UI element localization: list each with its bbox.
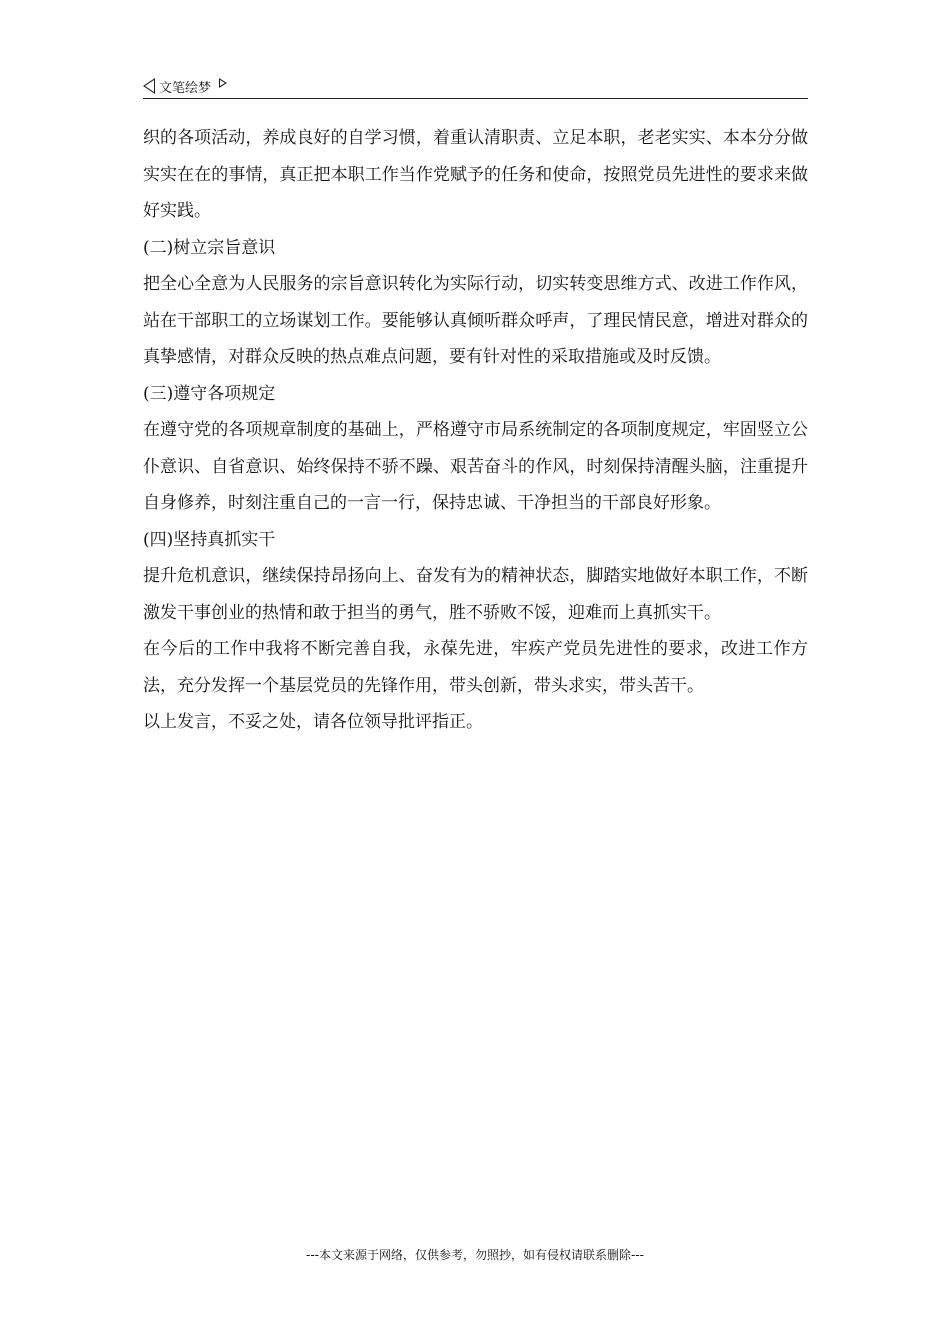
header-title: 文笔绘梦 <box>159 80 212 96</box>
section-heading: (三)遵守各项规定 <box>143 383 276 404</box>
left-triangle-icon <box>143 78 155 94</box>
body-paragraph: 在遵守党的各项规章制度的基础上，严格遵守市局系统制定的各项制度规定，牢固竖立公仆意识、自省意识、始终保持不骄不躁、艰苦奋斗的作风，时刻保持清醒头脑，注重提升自身修养，时刻注重自己的一言一行，保持忠诚、干净担当的干部良好形象。 <box>143 420 808 513</box>
document-body <box>143 120 808 741</box>
body-paragraph: 提升危机意识，继续保持昂扬向上、奋发有为的精神状态，脚踏实地做好本职工作，不断激发干事创业的热情和敢于担当的勇气，胜不骄败不馁，迎难而上真抓实干。 <box>143 566 808 623</box>
body-paragraph: 织的各项活动，养成良好的自学习惯，着重认清职责、立足本职，老老实实、本本分分做实实在在的事情，真正把本职工作当作党赋予的任务和使命，按照党员先进性的要求来做好实践。 <box>143 128 808 221</box>
section-heading: (四)坚持真抓实干 <box>143 529 276 550</box>
section-heading: (二)树立宗旨意识 <box>143 237 276 258</box>
closing-paragraph: 以上发言，不妥之处，请各位领导批评指正。 <box>143 712 483 732</box>
footer-notice: ---本文来源于网络，仅供参考，勿照抄，如有侵权请联系删除--- <box>306 1248 644 1262</box>
body-paragraph: 把全心全意为人民服务的宗旨意识转化为实际行动，切实转变思维方式、改进工作作风，站在干部职工的立场谋划工作。要能够认真倾听群众呼声，了理民情民意，增进对群众的真挚感情，对群众反映的热点难点问题，要有针对性的采取措施或及时反馈。 <box>143 274 808 367</box>
body-paragraph: 在今后的工作中我将不断完善自我，永葆先进，牢疾产党员先进性的要求，改进工作方法，充分发挥一个基层党员的先锋作用，带头创新，带头求实，带头苦干。 <box>143 639 808 696</box>
page-header <box>143 74 808 99</box>
right-triangle-icon <box>219 78 227 88</box>
